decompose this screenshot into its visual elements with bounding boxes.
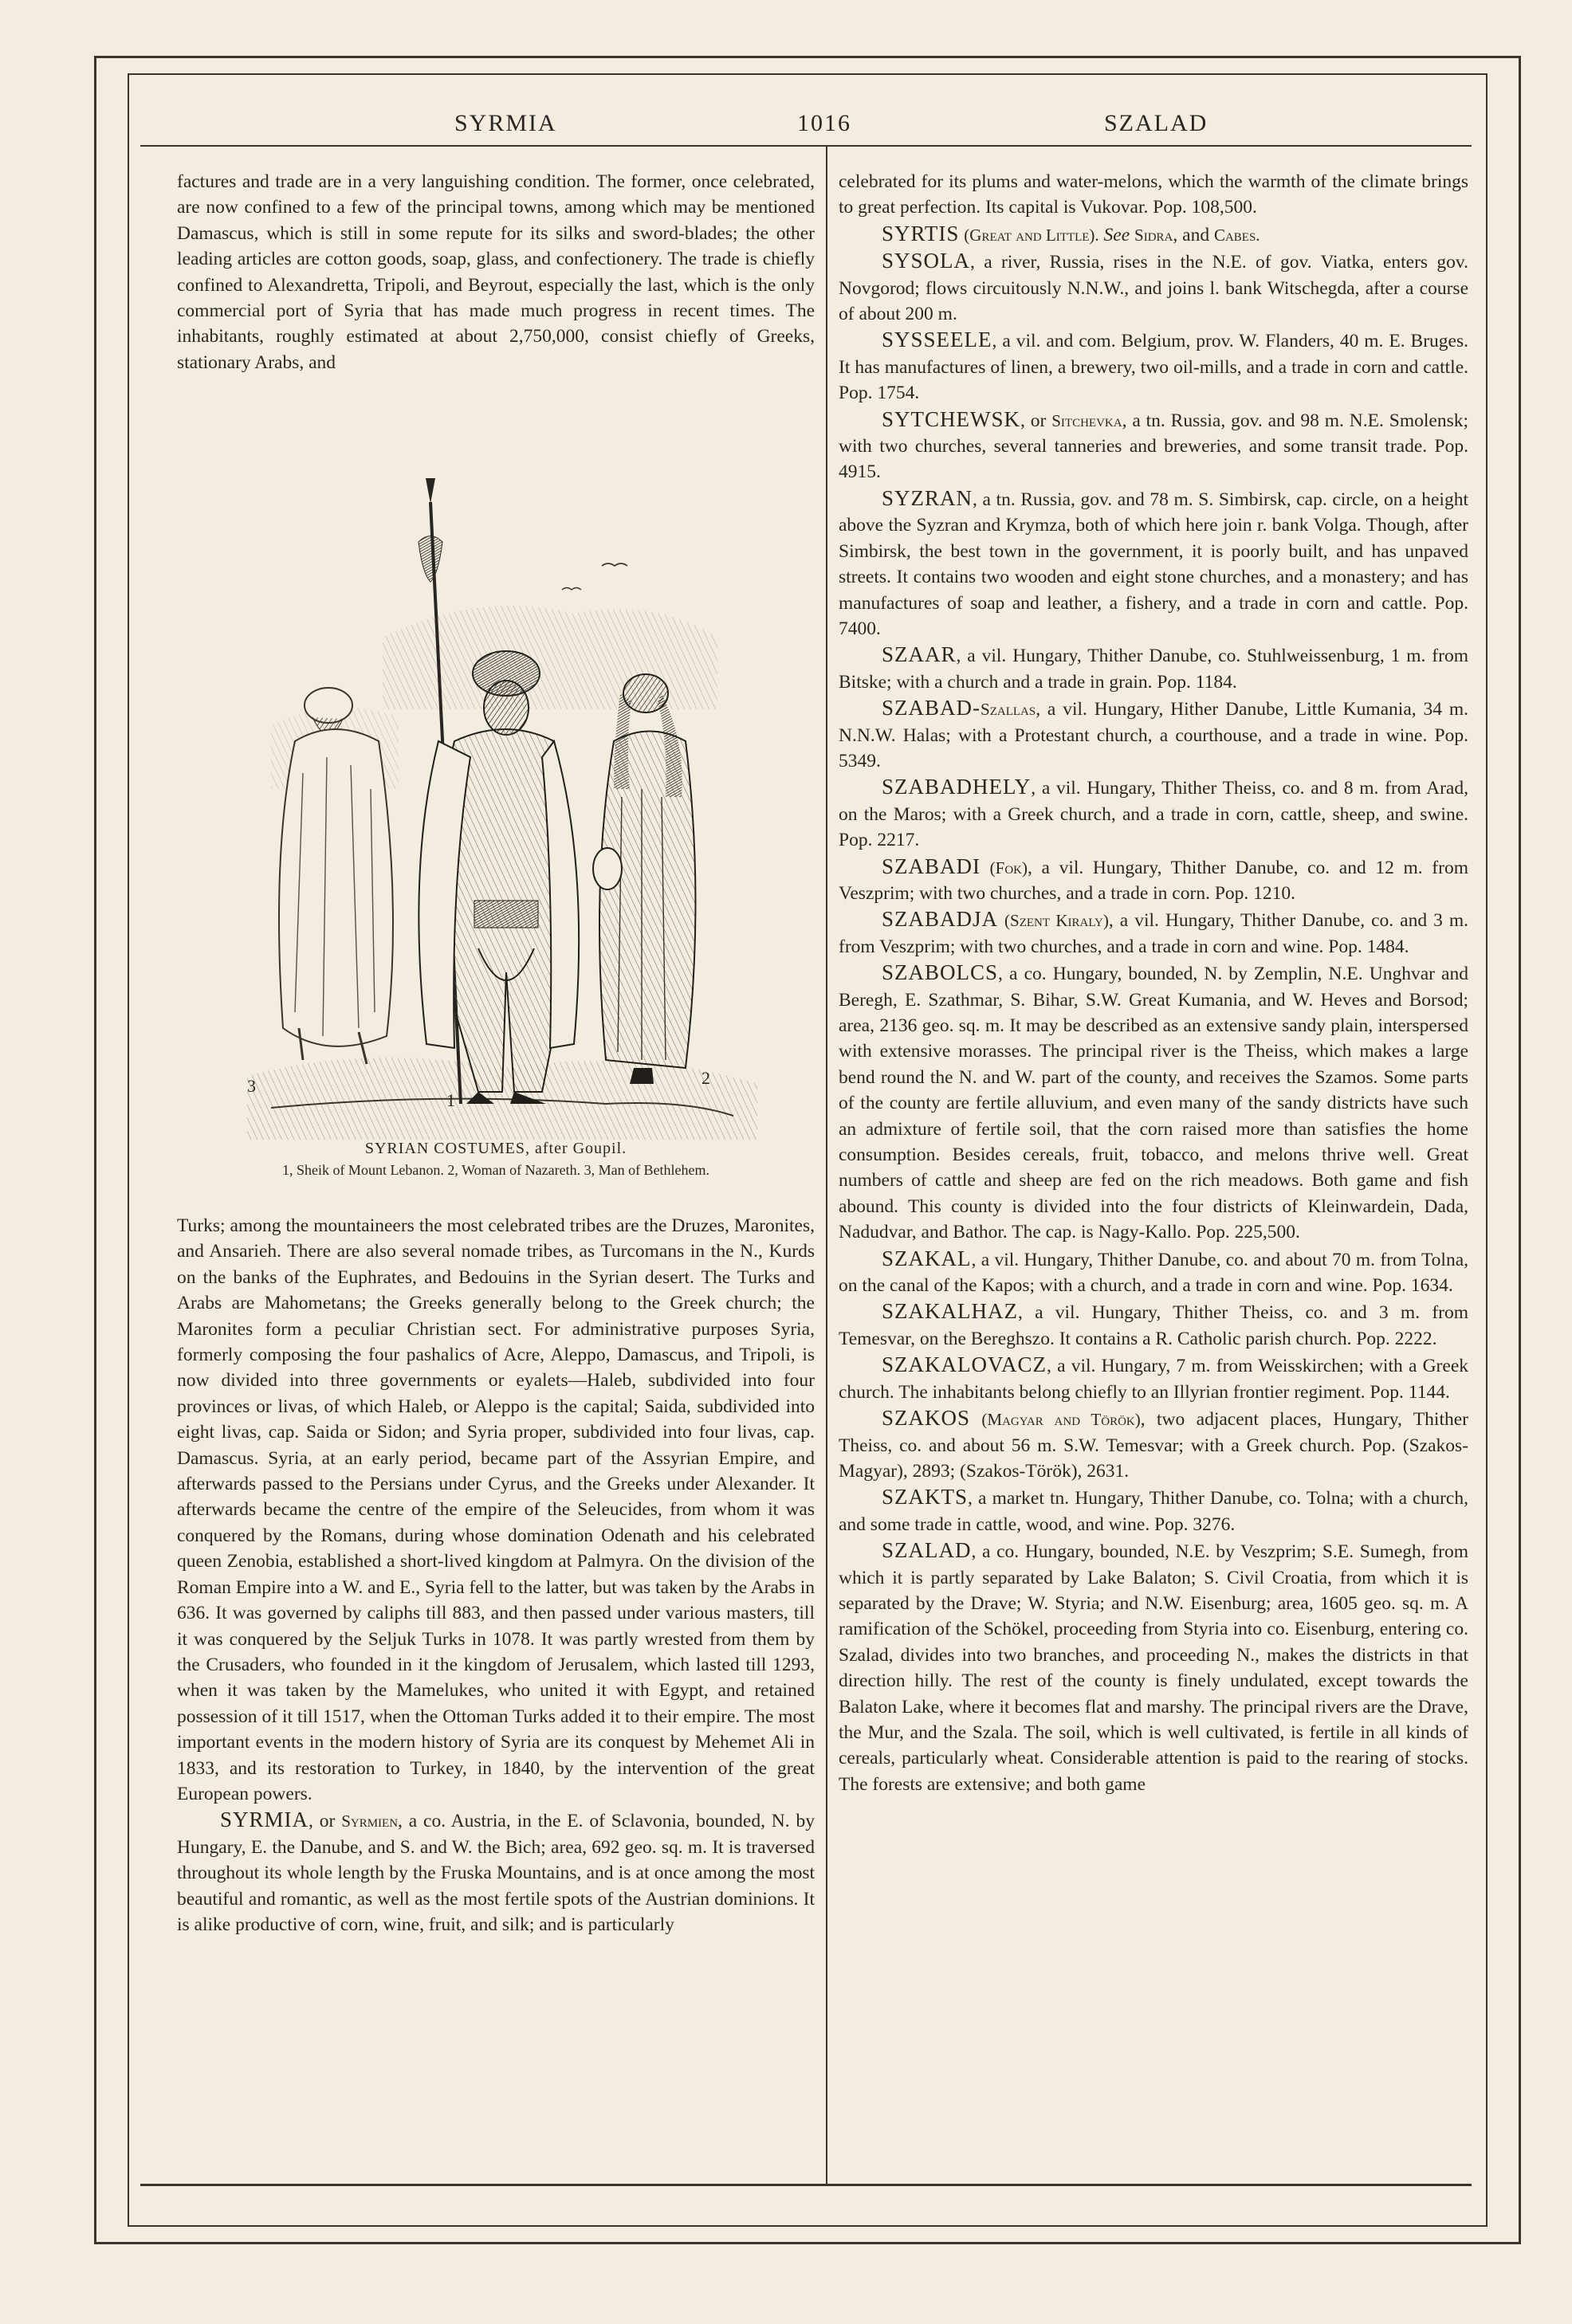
entry-szakts	[839, 1484, 1468, 1537]
entry-text: , a river, Russia, rises in the N.E. of gov. Viatka, enters gov. Novgorod; flows circuitously N.N.W., and joins l. bank Witschegda, after a course of about 200 m.	[839, 252, 1468, 325]
cross-ref: Cabes.	[1213, 225, 1260, 245]
entry-text: , a vil. Hungary, Thither Danube, co. Stuhlweissenburg, 1 m. from Bitske; with a church and a trade in grain. Pop. 1184.	[839, 646, 1468, 693]
entry-szabolcs	[839, 960, 1468, 1245]
entry-szabadi	[839, 854, 1468, 907]
engraving-illustration	[239, 454, 765, 1148]
entry-sysola	[839, 248, 1468, 327]
headword: SZALAD	[882, 1538, 972, 1563]
headword: SYRTIS	[882, 221, 960, 245]
cross-ref: Sidra	[1134, 225, 1173, 245]
alt-name: (Fok)	[989, 858, 1028, 877]
entry-szakalhaz	[839, 1298, 1468, 1352]
headword: SYTCHEWSK	[882, 406, 1021, 431]
header-rule	[140, 145, 1472, 147]
alt-name: (Szent Kiraly)	[1004, 911, 1109, 931]
alt-name: Syrmien	[341, 1812, 399, 1831]
entry-syrtis	[839, 221, 1468, 248]
figure-label-3: 3	[247, 1076, 256, 1096]
syria-text-history: Turks; among the mountaineers the most celebrated tribes are the Druzes, Maronites, and Ansarieh. There are also several nomade tribes, as Turcomans in the N., Kurds on the banks of the Euphrates, and Bedouins in the Syrian desert. The Turks and Arabs are Mahometans; the Greeks generally belong to the Greek church; the Maronites form a peculiar Christian sect. For administrative purposes Syria, formerly composing the four pashalics of Acre, Aleppo, Damascus, and Tripoli, is now divided into three governments or eyalets—Haleb, subdivided into four provinces or livas, of which Haleb, or Aleppo is the capital; Saida, subdivided into eight livas, cap. Saida or Sidon; and Syria proper, subdivided into four livas, cap. Damascus. Syria, at an early period, became part of the Assyrian Empire, and afterwards passed to the Persians under Cyrus, and the Greeks under Alexander. It afterwards became the centre of the empire of the Seleucides, from whom it was conquered by the Romans, during whose domination Odenath and his celebrated queen Zenobia, established a short-lived kingdom at Palmyra. On the division of the Roman Empire into a W. and E., Syria fell to the latter, but was taken by the Arabs in 636. It was governed by caliphs till 883, and then passed under various masters, till it was conquered by the Seljuk Turks in 1078. It was partly wrested from them by the Crusaders, who founded in it the kingdom of Jerusalem, which lasted till 1293, when it was taken by the Mamelukes, who united it with Egypt, and retained possession of it till 1517, when the Ottoman Turks added it to their empire. The most important events in the modern history of Syria are its conquest by Mehemet Ali in 1833, and its restoration to Turkey, in 1840, by the intervention of the great European powers.	[177, 1215, 815, 1804]
entry-syzran	[839, 485, 1468, 642]
syrmia-text-continued: celebrated for its plums and water-melons, which the warmth of the climate brings to great perfection. Its capital is Vukovar. Pop. 108,500.	[839, 171, 1468, 218]
entry-text: , a vil. Hungary, Hither Danube, Little Kumania, 34 m. N.N.W. Halas; with a Protestant church, a courthouse, and a trade in wine. Pop. 5349.	[839, 699, 1468, 771]
page-number: 1016	[797, 110, 851, 136]
entry-sysseele	[839, 327, 1468, 406]
headword: SYSSEELE	[882, 328, 992, 352]
entry-szalad	[839, 1537, 1468, 1797]
running-head-left: SYRMIA	[454, 110, 557, 136]
headword: SZAKTS	[882, 1485, 969, 1509]
entry-text: , two adjacent places, Hungary, Thither Theiss, co. and about 56 m. S.W. Temesvar; with a Greek church. Pop. (Szakos-Magyar), 2893; (Szakos-Török), 2631.	[839, 1409, 1468, 1482]
entry-szabad-szallas	[839, 695, 1468, 774]
left-column-bottom	[177, 1213, 815, 2161]
running-head-right: SZALAD	[1104, 110, 1208, 136]
headword: SZAKOS	[882, 1406, 971, 1431]
entry-szaar	[839, 642, 1468, 695]
entry-syrmia: SYRMIA, or Syrmien, a co. Austria, in the E. of Sclavonia, bounded, N. by Hungary, E. the Danube, and S. and W. the Bich; area, 692 geo. sq. m. It is traversed throughout its whole length by the Fruska Mountains, and is at once among the most beautiful and romantic, as well as the most fertile spots of the Austrian dominions. It is alike productive of corn, wine, fruit, and silk; and is particularly	[177, 1808, 815, 1935]
alt-name: Sitchevka	[1051, 410, 1122, 430]
headword: SYSOLA	[882, 249, 971, 273]
entry-szabadhely	[839, 774, 1468, 853]
headword: SZAKALOVACZ	[882, 1352, 1047, 1377]
entry-text: , a tn. Russia, gov. and 98 m. N.E. Smolensk; with two churches, several tanneries and breweries, and some transit trade. Pop. 4915.	[839, 410, 1468, 483]
entry-szakalovacz	[839, 1352, 1468, 1405]
entry-text: , a vil. and com. Belgium, prov. W. Flanders, 40 m. E. Bruges. It has manufactures of linen, a brewery, two oil-mills, and a trade in corn and cattle. Pop. 1754.	[839, 331, 1468, 404]
figure-woman-of-nazareth	[593, 674, 696, 1084]
entry-text: , a vil. Hungary, Thither Danube, co. and about 70 m. from Tolna, on the canal of the Kapos; with a church, and a trade in corn and wine. Pop. 1634.	[839, 1249, 1468, 1297]
see-reference: See	[1103, 224, 1130, 245]
entry-text: , a co. Hungary, bounded, N. by Zemplin, N.E. Unghvar and Beregh, E. Szathmar, S. Bihar, S.W. Great Kumania, and W. Heves and Borsod; area, 2136 geo. sq. m. It may be described as an extensive sandy plain, interspersed with extensive morasses. The principal river is the Theiss, which makes a large bend round the N. and W. part of the county, and receives the Szamos. Some parts of the county are fertile alluvium, and even many of the sandy districts have such an admixture of fertile soil, that the corn raised more than satisfies the home consumption. Besides cereals, fruit, tobacco, and melons thrive well. Great numbers of cattle and sheep are fed on the rich meadows. Both game and fish abound. This county is divided into the four districts of Kleinwardein, Dada, Nadudvar, and Bathor. The cap. is Nagy-Kallo. Pop. 225,500.	[839, 964, 1468, 1243]
syria-text-continued: factures and trade are in a very languishing condition. The former, once celebrated, are now confined to a few of the principal towns, among which may be mentioned Damascus, which is still in some repute for its silks and sword-blades; the other leading articles are cotton goods, soap, glass, and confectionery. The trade is chiefly confined to Alexandretta, Tripoli, and Beyrout, especially the last, which is the only commercial port of Syria that has made much progress in recent times. The inhabitants, roughly estimated at about 2,750,000, consist chiefly of Greeks, stationary Arabs, and	[177, 171, 815, 373]
alt-name: (Great and Little).	[964, 225, 1099, 245]
figure-label-1: 1	[446, 1090, 455, 1110]
entry-text: , and	[1173, 224, 1210, 245]
entry-text: , a vil. Hungary, Thither Theiss, co. and 8 m. from Arad, on the Maros; with a Greek church, and a trade in corn, cattle, sheep, and swine. Pop. 2217.	[839, 778, 1468, 851]
figure-man-of-bethlehem	[279, 688, 393, 1064]
headword: SZABADJA	[882, 907, 999, 932]
figure-label-2: 2	[702, 1068, 710, 1088]
alt-name: Szallas	[981, 700, 1036, 720]
footer-rule	[140, 2184, 1472, 2186]
entry-sytchewsk: SYTCHEWSK, or Sitchevka, a tn. Russia, gov. and 98 m. N.E. Smolensk; with two churches, several tanneries and breweries, and some transit trade. Pop. 4915.	[839, 406, 1468, 483]
entry-szakal	[839, 1246, 1468, 1299]
syrian-costumes-engraving	[239, 454, 765, 1148]
headword: SZABAD-	[882, 696, 981, 720]
headword: SZABADHELY	[882, 775, 1032, 799]
figure-caption-legend: 1, Sheik of Mount Lebanon. 2, Woman of Nazareth. 3, Man of Bethlehem.	[281, 1162, 710, 1178]
headword: SZAKALHAZ	[882, 1299, 1018, 1324]
right-column	[839, 169, 1468, 2169]
entry-text: , a vil. Hungary, Thither Theiss, co. and 3 m. from Temesvar, on the Bereghszo. It contains a R. Catholic parish church. Pop. 2222.	[839, 1302, 1468, 1349]
entry-text: , a market tn. Hungary, Thither Danube, co. Tolna; with a church, and some trade in cattle, wood, and wine. Pop. 3276.	[839, 1488, 1468, 1535]
headword: SYRMIA	[220, 1808, 309, 1832]
headword: SYZRAN	[882, 485, 973, 510]
figure-caption-title: SYRIAN COSTUMES, after Goupil.	[364, 1140, 627, 1157]
entry-text: , a vil. Hungary, 7 m. from Weisskirchen; with a Greek church. The inhabitants belong chiefly to an Illyrian frontier regiment. Pop. 1144.	[839, 1356, 1468, 1403]
headword: SZABADI	[882, 854, 981, 878]
left-column-top	[177, 169, 815, 432]
entry-szabadja	[839, 906, 1468, 960]
entry-text: , a co. Hungary, bounded, N.E. by Veszprim; S.E. Sumegh, from which it is partly separated by Lake Balaton; S. Civil Croatia, from which it is separated by the Drave; W. Styria; and N.W. Eisenburg; area, 1605 geo. sq. m. A ramification of the Schökel, proceeding from Styria into co. Eisenburg, entering co. Szalad, divides into two branches, and proceeding N., makes the districts in that direction hilly. The rest of the county is finely undulated, except towards the Balaton Lake, where it becomes flat and marshy. The principal rivers are the Drave, the Mur, and the Szala. The soil, which is well cultivated, is fertile in all kinds of cereals, particularly wheat. Considerable attention is paid to the rearing of stocks. The forests are extensive; and both game	[839, 1541, 1468, 1795]
headword: SZABOLCS	[882, 960, 999, 985]
headword: SZAKAL	[882, 1246, 972, 1270]
entry-text: , a vil. Hungary, Thither Danube, co. and 3 m. from Veszprim; with two churches, and a trade in corn and wine. Pop. 1484.	[839, 910, 1468, 957]
entry-szakos	[839, 1405, 1468, 1484]
entry-text: , a tn. Russia, gov. and 78 m. S. Simbirsk, cap. circle, on a height above the Syzran and Krymza, both of which here join r. bank Volga. Though, after Simbirsk, the best town in the government, it is poorly built, and has unpaved streets. It contains two wooden and eight stone churches, and a monastery; and has manufactures of soap and leather, a fishery, and a trade in corn and cattle. Pop. 7400.	[839, 489, 1468, 639]
entry-text: , a co. Austria, in the E. of Sclavonia, bounded, N. by Hungary, E. the Danube, and S. and W. the Bich; area, 692 geo. sq. m. It is traversed throughout its whole length by the Fruska Mountains, and is at once among the most beautiful and romantic, as well as the most fertile spots of the Austrian dominions. It is alike productive of corn, wine, fruit, and silk; and is particularly	[177, 1811, 815, 1935]
entry-text: , a vil. Hungary, Thither Danube, co. and 12 m. from Veszprim; with two churches, and a trade in corn. Pop. 1210.	[839, 857, 1468, 904]
column-separator	[826, 147, 827, 2184]
alt-name: (Magyar and Török)	[981, 1410, 1141, 1430]
headword: SZAAR	[882, 642, 957, 667]
